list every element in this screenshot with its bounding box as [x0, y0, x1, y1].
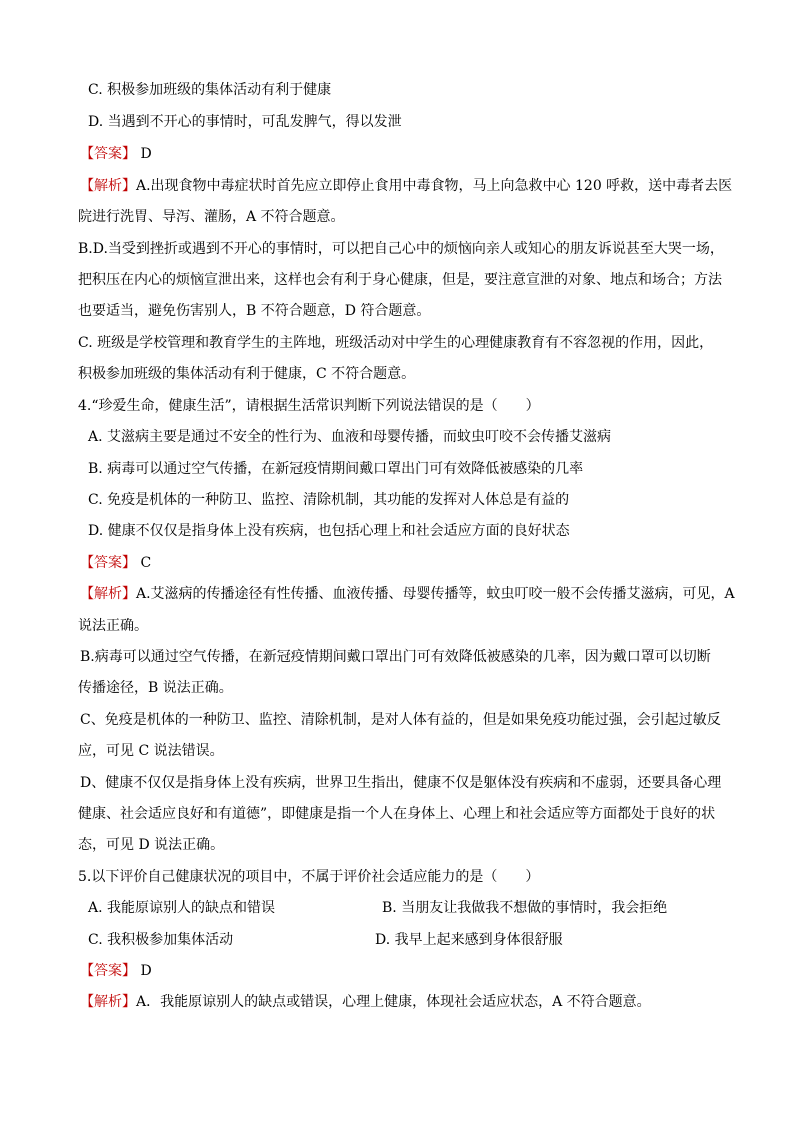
analysis-line: 传播途径，B 说法正确。 [78, 680, 233, 696]
question-5-option-a: A. 我能原谅别人的缺点和错误 [88, 900, 276, 916]
answer-line-3: 【答案】 D [80, 146, 152, 162]
answer-tag: 【答案】 [80, 963, 136, 979]
answer-line-q4: 【答案】 C [80, 555, 152, 571]
analysis-line: B.D.当受到挫折或遇到不开心的事情时，可以把自己心中的烦恼向亲人或知心的朋友诉说甚至大哭一场， [78, 241, 724, 257]
question-5-option-b: B. 当朋友让我做我不想做的事情时，我会拒绝 [382, 900, 668, 916]
question-4-option-a: A. 艾滋病主要是通过不安全的性行为、血液和母婴传播，而蚊虫叮咬不会传播艾滋病 [88, 429, 612, 445]
question-4-option-d: D. 健康不仅仅是指身体上没有疾病，也包括心理上和社会适应方面的良好状态 [88, 523, 570, 539]
analysis-line: 积极参加班级的集体活动有利于健康，C 不符合题意。 [78, 366, 416, 382]
answer-tag: 【答案】 [80, 555, 136, 571]
analysis-line: C. 班级是学校管理和教育学生的主阵地，班级活动对中学生的心理健康教育有不容忽视的作用，因此， [78, 335, 714, 351]
analysis-line: 院进行洗胃、导泻、灌肠，A 不符合题意。 [78, 209, 345, 225]
analysis-line: 把积压在内心的烦恼宣泄出来，这样也会有利于身心健康，但是，要注意宣泄的对象、地点和场合；方法 [78, 272, 722, 288]
analysis-line: 态，可见 D 说法正确。 [78, 837, 225, 853]
analysis-line: 说法正确。 [78, 618, 148, 634]
option-d-prev: D. 当遇到不开心的事情时，可乱发脾气，得以发泄 [88, 114, 402, 130]
answer-tag: 【答案】 [80, 146, 136, 162]
question-4-option-b: B. 病毒可以通过空气传播，在新冠疫情期间戴口罩出门可有效降低被感染的几率 [88, 461, 584, 477]
analysis-line: C、免疫是机体的一种防卫、监控、清除机制，是对人体有益的，但是如果免疫功能过强，会引起过敏反 [80, 712, 721, 728]
analysis-tag: 【解析】 [80, 178, 136, 194]
question-5-stem: 5.以下评价自己健康状况的项目中，不属于评价社会适应能力的是（ ） [78, 869, 540, 885]
question-4-stem: 4.“珍爱生命，健康生活”，请根据生活常识判断下列说法错误的是（ ） [78, 398, 540, 414]
analysis-line: 健康、社会适应良好和有道德”，即健康是指一个人在身体上、心理上和社会适应等方面都处于良好的状 [78, 806, 716, 822]
analysis-tag: 【解析】 [80, 994, 136, 1010]
analysis-line: 【解析】A.艾滋病的传播途径有性传播、血液传播、母婴传播等，蚊虫叮咬一般不会传播艾滋病，可见，A [80, 586, 735, 602]
analysis-line: 应，可见 C 说法错误。 [78, 743, 224, 759]
analysis-tag: 【解析】 [80, 586, 136, 602]
analysis-line: 【解析】A.出现食物中毒症状时首先应立即停止食用中毒食物，马上向急救中心 120 呼救，送中毒者去医 [80, 178, 733, 194]
question-5-option-c: C. 我积极参加集体活动 [88, 932, 234, 948]
question-5-option-d: D. 我早上起来感到身体很舒服 [375, 932, 563, 948]
answer-line-q5: 【答案】 D [80, 963, 152, 979]
option-c-prev: C. 积极参加班级的集体活动有利于健康 [88, 82, 332, 98]
analysis-line: 【解析】A．我能原谅别人的缺点或错误，心理上健康，体现社会适应状态，A 不符合题意。 [80, 994, 651, 1010]
analysis-line: 也要适当，避免伤害别人，B 不符合题意，D 符合题意。 [78, 303, 431, 319]
analysis-line: B.病毒可以通过空气传播，在新冠疫情期间戴口罩出门可有效降低被感染的几率，因为戴口罩可以切断 [80, 649, 711, 665]
question-4-option-c: C. 免疫是机体的一种防卫、监控、清除机制，其功能的发挥对人体总是有益的 [88, 492, 570, 508]
analysis-line: D、健康不仅仅是指身体上没有疾病，世界卫生指出，健康不仅是躯体没有疾病和不虚弱，还要具备心理 [80, 775, 722, 791]
